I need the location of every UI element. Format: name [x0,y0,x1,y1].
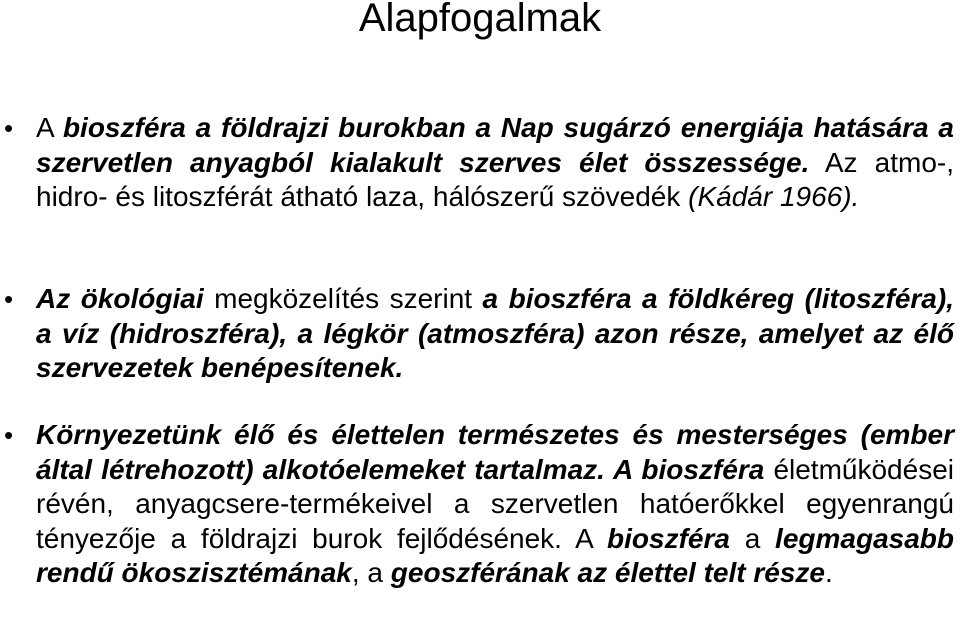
bullet-item-3 [4,418,954,591]
bullet-dot-icon: • [4,284,14,314]
bullet-text-run: bioszféra a földrajzi burokban a Nap sugárzó energiája hatására a szervetlen anyagból kialakult szerves élet összessége. [36,112,954,178]
bullet-text-run: , a [351,557,391,588]
bullet-text-run: (Kádár 1966). [688,181,860,212]
bullet-text-run: életműködései révén, anyagcsere-termékeivel a szervetlen hatóerőkkel egyenrangú tényezője a földrajzi burok fejlődésének. A [36,453,954,554]
bullet-dot-icon: • [4,113,14,143]
bullet-text-run: legmagasabb rendű ökoszisztémának [36,522,954,588]
bullet-dot-icon: • [4,420,14,450]
bullet-text-run: Az atmo-, hidro- és litoszférát átható laza, hálószerű szövedék [36,146,954,212]
bullet-text-run: . [825,557,833,588]
bullet-text-run: a [729,522,776,554]
bullet-text-run: geoszférának az élettel telt része [390,557,825,588]
bullet-text-run: a bioszféra a földkéreg (litoszféra), a víz (hidroszféra), a légkör (atmoszféra) azon része, amelyet az élő szervezetek benépesítenek. [36,283,954,383]
bullet-item-2 [4,282,954,386]
bullet-text-run: Környezetünk élő és élettelen természetes és mesterséges (ember által létrehozott) alkotóelemeket tartalmaz. A bioszféra [36,419,954,485]
bullet-text-run: bioszféra [607,522,730,554]
bullet-item-1 [4,111,954,215]
bullet-text-run: megközelítés szerint [203,283,483,314]
bullet-text-run: A [36,112,63,143]
bullet-text-run: Az ökológiai [36,283,204,314]
slide-title: Alapfogalmak [358,0,602,40]
